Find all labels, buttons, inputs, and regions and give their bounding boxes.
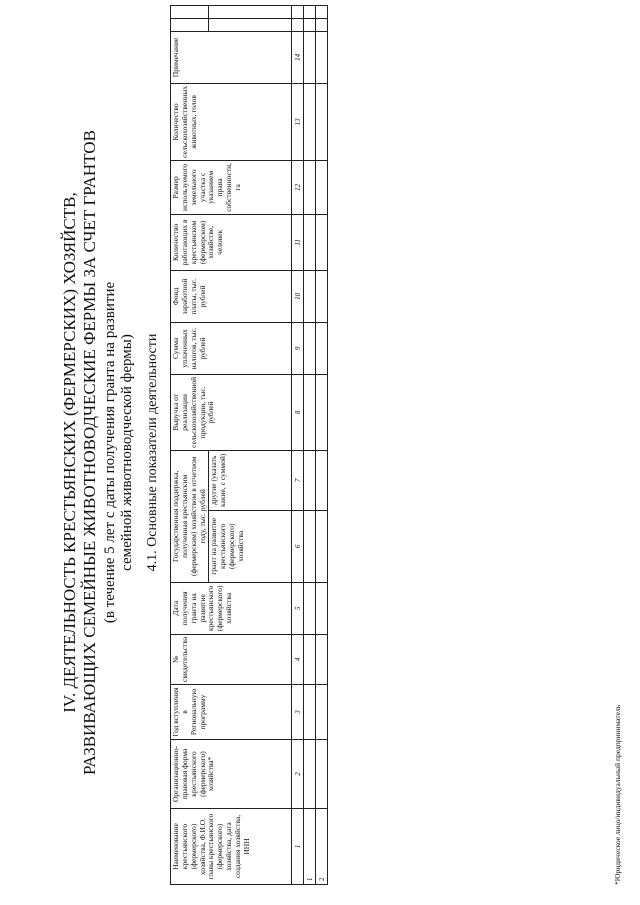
column-number: 13 bbox=[292, 83, 304, 160]
column-number: 4 bbox=[292, 634, 304, 684]
header-name-fio-inn: Наименование крестьянского (фермерского) хозяйства, Ф.И.О. главы крестьянского (фермерского) хозяйства, дата создания хозяйства, ИНН bbox=[171, 809, 292, 885]
indicators-table bbox=[170, 5, 328, 885]
empty-cell[interactable] bbox=[304, 374, 316, 450]
empty-cell[interactable] bbox=[304, 214, 316, 270]
column-number: 9 bbox=[292, 322, 304, 374]
column-number: 3 bbox=[292, 685, 304, 740]
column-number: 6 bbox=[292, 510, 304, 582]
heading-line-3: (в течение 5 лет с даты получения гранта на развитие bbox=[102, 281, 118, 624]
header-livestock: Количество сельскохозяйственных животных, голов bbox=[171, 83, 292, 160]
header-certificate-no: № свидетельства bbox=[171, 634, 292, 684]
heading-line-1: IV. ДЕЯТЕЛЬНОСТЬ КРЕСТЬЯНСКИХ (ФЕРМЕРСКИХ) ХОЗЯЙСТВ, bbox=[60, 192, 79, 713]
heading-line-2: РАЗВИВАЮЩИХ СЕМЕЙНЫЕ ЖИВОТНОВОДЧЕСКИЕ ФЕРМЫ ЗА СЧЕТ ГРАНТОВ bbox=[80, 130, 99, 775]
blank-cell bbox=[209, 18, 292, 31]
empty-cell[interactable] bbox=[304, 740, 316, 809]
header-program-year: Год вступления в Региональную программу bbox=[171, 685, 292, 740]
header-row-1 bbox=[171, 5, 209, 884]
empty-cell[interactable] bbox=[304, 582, 316, 634]
empty-cell[interactable] bbox=[316, 510, 328, 582]
blank-cell bbox=[292, 18, 304, 31]
data-row bbox=[316, 5, 328, 884]
header-other-support: другие (указать какие, с суммой) bbox=[209, 450, 292, 510]
column-number: 2 bbox=[292, 740, 304, 809]
column-number: 7 bbox=[292, 450, 304, 510]
empty-cell[interactable] bbox=[304, 160, 316, 214]
header-workers: Количество работающих в крестьянском (фермерском) хозяйстве, человек bbox=[171, 214, 292, 270]
empty-cell[interactable] bbox=[316, 582, 328, 634]
column-numbers-row bbox=[292, 5, 304, 884]
empty-cell[interactable] bbox=[316, 160, 328, 214]
blank-cell bbox=[316, 5, 328, 18]
header-revenue: Выручка от реализации сельскохозяйственной продукции, тыс. рублей bbox=[171, 374, 292, 450]
blank-cell bbox=[304, 18, 316, 31]
blank-cell bbox=[209, 5, 292, 18]
column-number: 11 bbox=[292, 214, 304, 270]
empty-cell[interactable] bbox=[304, 322, 316, 374]
blank-cell bbox=[171, 5, 209, 18]
blank-cell bbox=[304, 5, 316, 18]
empty-cell[interactable] bbox=[304, 270, 316, 322]
empty-cell[interactable] bbox=[316, 740, 328, 809]
column-number: 14 bbox=[292, 31, 304, 83]
empty-cell[interactable] bbox=[304, 634, 316, 684]
empty-cell[interactable] bbox=[304, 83, 316, 160]
empty-cell[interactable] bbox=[316, 83, 328, 160]
column-number: 1 bbox=[292, 809, 304, 885]
empty-cell[interactable] bbox=[304, 450, 316, 510]
empty-cell[interactable] bbox=[304, 685, 316, 740]
column-number: 12 bbox=[292, 160, 304, 214]
header-grant-date: Дата получения гранта на развитие крестьянского (фермерского) хозяйства bbox=[171, 582, 292, 634]
header-legal-form: Организационно-правовая форма крестьянского (фермерского) хозяйства* bbox=[171, 740, 292, 809]
header-taxes: Сумма уплаченных налогов, тыс. рублей bbox=[171, 322, 292, 374]
empty-cell[interactable] bbox=[304, 31, 316, 83]
row-number: 1 bbox=[304, 809, 316, 885]
data-row bbox=[304, 5, 316, 884]
blank-cell bbox=[316, 18, 328, 31]
empty-cell[interactable] bbox=[316, 322, 328, 374]
header-payroll: Фонд заработной платы, тыс. рублей bbox=[171, 270, 292, 322]
blank-cell bbox=[171, 18, 209, 31]
column-number: 8 bbox=[292, 374, 304, 450]
empty-cell[interactable] bbox=[316, 450, 328, 510]
blank-cell bbox=[292, 5, 304, 18]
header-grant: грант на развитие крестьянского (фермерского) хозяйства bbox=[209, 510, 292, 582]
header-land: Размер используемого земельного участка с указанием права собственности, га bbox=[171, 160, 292, 214]
section-title: 4.1. Основные показатели деятельности bbox=[145, 333, 160, 572]
empty-cell[interactable] bbox=[304, 510, 316, 582]
column-number: 5 bbox=[292, 582, 304, 634]
empty-cell[interactable] bbox=[316, 374, 328, 450]
header-state-support: Государственная поддержка, полученная крестьянским (фермерским) хозяйством в отчетном году, тыс. рублей bbox=[171, 450, 209, 582]
column-number: 10 bbox=[292, 270, 304, 322]
header-note: Примечание bbox=[171, 31, 292, 83]
empty-cell[interactable] bbox=[316, 270, 328, 322]
empty-cell[interactable] bbox=[316, 31, 328, 83]
row-number: 2 bbox=[316, 809, 328, 885]
heading-line-4: семейной животноводческой фермы) bbox=[119, 334, 135, 571]
empty-cell[interactable] bbox=[316, 685, 328, 740]
empty-cell[interactable] bbox=[316, 214, 328, 270]
empty-cell[interactable] bbox=[316, 634, 328, 684]
footnote: *Юридическое лицо/индивидуальный предприниматель bbox=[613, 704, 622, 885]
